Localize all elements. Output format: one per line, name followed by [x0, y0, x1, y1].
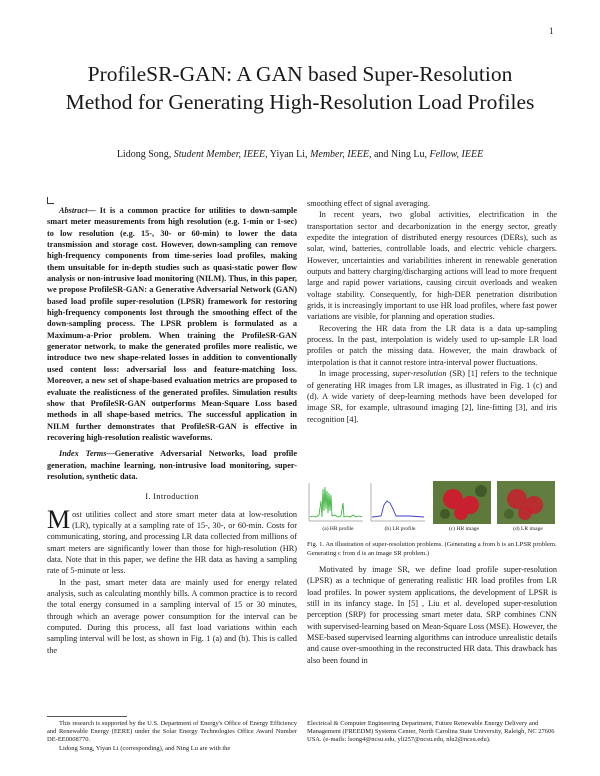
right-paragraph-2: Recovering the HR data from the LR data is a data up-sampling process. In the past, interpolation is widely used to up-sample LR load profiles or patch the missing data. However, the main drawback of interpolation is that it cannot restore intra-interval power fluctuations. [307, 323, 557, 367]
figure-1 [307, 481, 557, 536]
intro-paragraph-2: In the past, smart meter data are mainly used for energy related analysis, such as calculating monthly bills. A common practice is to record the total energy consumed in a sampling interval of 15 or 30 minutes, through which an average power consumption for the interval can be computed. During this process, all fast load variations within each sampling interval will be lost, as shown in Fig. 1 (a) and (b). This is called the [47, 577, 297, 655]
footnote-rule [47, 716, 127, 717]
corner-mark [47, 197, 54, 204]
right-paragraph-1: In recent years, two global activities, electrification in the transportation sector and decarbonization in the energy sector, greatly expedite the integration of distributed energy resources (DERs), such as solar, wind, batteries, controllable loads, and electric vehicle chargers. However, uncertainties and variabilities inherent in renewable generation outputs and battery charging/discharging actions will lead to more frequent large and rapid power variations, causing circuit overloads and weaken voltage stability. Consequently, for high-DER penetration distribution grids, it is increasingly important to use HR load profiles, where fast power variations are visible, for planning and operation studies. [307, 210, 557, 322]
author-2-role: Member, IEEE [310, 149, 369, 160]
author-3-name: , and Ning Lu, [368, 149, 430, 160]
page-number: 1 [549, 26, 554, 36]
index-terms-label: Index Terms [59, 449, 107, 459]
right-paragraph-3-em: super-resolution [392, 369, 447, 379]
figure-label-c: (c) HR image [449, 526, 479, 532]
drop-cap: M [47, 504, 71, 534]
abstract-label: Abstract [59, 206, 88, 215]
figure-caption: Fig. 1. An illustration of super-resolution problems. (Generating a from b is an LPSR problem. Generating c from d is an image SR problem.) [307, 541, 557, 557]
author-1-role: Student Member, IEEE [173, 149, 266, 160]
section-heading-introduction: I. Introduction [145, 491, 199, 502]
author-2-name: , Yiyan Li, [265, 149, 311, 160]
affiliation: Electrical & Computer Engineering Department, Future Renewable Energy Delivery and Management (FREEDM) Systems Center, North Carolina State University, Raleigh, NC 27606 USA. (e-mails: lsong4@ncsu.edu, yli257@ncsu.edu, nlu2@ncsu.edu). [307, 720, 555, 744]
paper-title: ProfileSR-GAN: A GAN based Super-Resolution Method for Generating High-Resolution Load Profiles [65, 62, 535, 114]
footnote-funding: This research is supported by the U.S. Department of Energy's Office of Energy Efficiency and Renewable Energy (EERE) under the Solar Energy Technologies Office Award Number DE-EE0008770. [47, 720, 297, 744]
right-column-bottom [307, 564, 557, 666]
abstract [47, 205, 297, 443]
right-paragraph-3-b: (SR) [1] refers to the technique of generating HR images from LR images, as illustrated in Fig. 1 (c) and (d). A wide variety of deep-learning methods have been developed for image SR, for example, ultrasound imaging [2], line-fitting [3], and iris recognition [4]. [307, 369, 557, 424]
figure-label-a: (a) HR profile [322, 526, 354, 532]
index-terms-text: —Generative Adversarial Networks, load profile generation, machine learning, non-intrusive load monitoring, super-resolution, synthetic data. [47, 449, 298, 481]
author-1-name: Lidong Song, [116, 149, 174, 160]
right-column-top [307, 198, 557, 425]
abstract-text: — It is a common practice for utilities to down-sample smart meter measurements from high resolution (e.g. 1-min or 1-sec) to low resolution (e.g. 15-, 30- or 60-min) to lower the data transmission and storage cost. However, down-sampling can remove high-frequency components from time-series load profiles, making them unsuitable for in-depth studies such as quasi-static power flow analysis or non-intrusive load monitoring (NILM). Thus, in this paper, we propose ProfileSR-GAN: a Generative Adversarial Network (GAN) based load profile super-resolution (LPSR) framework for restoring high-frequency components lost through the smoothing effect of the down-sampling process. The LPSR problem is formulated as a Maximum-a-Prior problem. When training the ProfileSR-GAN generator network, to make the generated profiles more realistic, we introduce two new shape-related losses in addition to conventionally used content loss: adversarial loss and feature-matching loss. Moreover, a new set of shape-based evaluation metrics are proposed to evaluate the realisticness of the generated profiles. Simulation results show that ProfileSR-GAN outperforms Mean-Square Loss based methods in all shape-based metrics. The successful application in NILM further demonstrates that ProfileSR-GAN is effective in recovering high-resolution realistic waveforms. [47, 206, 297, 442]
author-3-role: Fellow, IEEE [429, 149, 484, 160]
right-paragraph-0: smoothing effect of signal averaging. [307, 199, 430, 208]
hr-image [433, 481, 491, 524]
intro-paragraph-1 [47, 504, 297, 577]
lr-image [497, 481, 555, 524]
figure-label-b: (b) LR profile [384, 526, 416, 532]
figure-label-d: (d) LR image [513, 526, 543, 532]
footnote-authors: Lidong Song, Yiyan Li (corresponding), and Ning Lu are with the [59, 744, 231, 752]
left-column [47, 205, 297, 656]
hr-profile-plot [307, 481, 365, 524]
index-terms [47, 448, 297, 482]
lr-profile-plot [369, 481, 427, 524]
right-bottom-paragraph: Motivated by image SR, we define load profile super-resolution (LPSR) as a technique of generating realistic HR load profiles from LR load profiles. In power system applications, the development of LPSR is still in its infancy stage. In [5] , Liu et al. developed super-resolution perception (SRP) for processing smart meter data. SRP combines CNN with supervised-learning based on Mean-Square Loss (MSE). However, the MSE-based supervised learning algorithms can introduce unrealistic details and cause over-smoothing in the reconstructed HR data. This drawback has also been found in [307, 565, 557, 665]
intro-paragraph-1-text: ost utilities collect and store smart meter data at low-resolution (LR), typically at a sampling rate of 15-, 30-, or 60-min. Costs for communicating, storing, and processing LR data collected from millions of smart meters are significantly lower than those for high-resolution (HR) data. Note that in this paper, we define the HR data as having a sampling rate of 5-minute or less. [47, 509, 297, 576]
right-paragraph-3 [307, 368, 557, 425]
author-line [60, 149, 540, 160]
right-paragraph-3-a: In image processing, [319, 369, 393, 379]
footnote [47, 720, 297, 753]
